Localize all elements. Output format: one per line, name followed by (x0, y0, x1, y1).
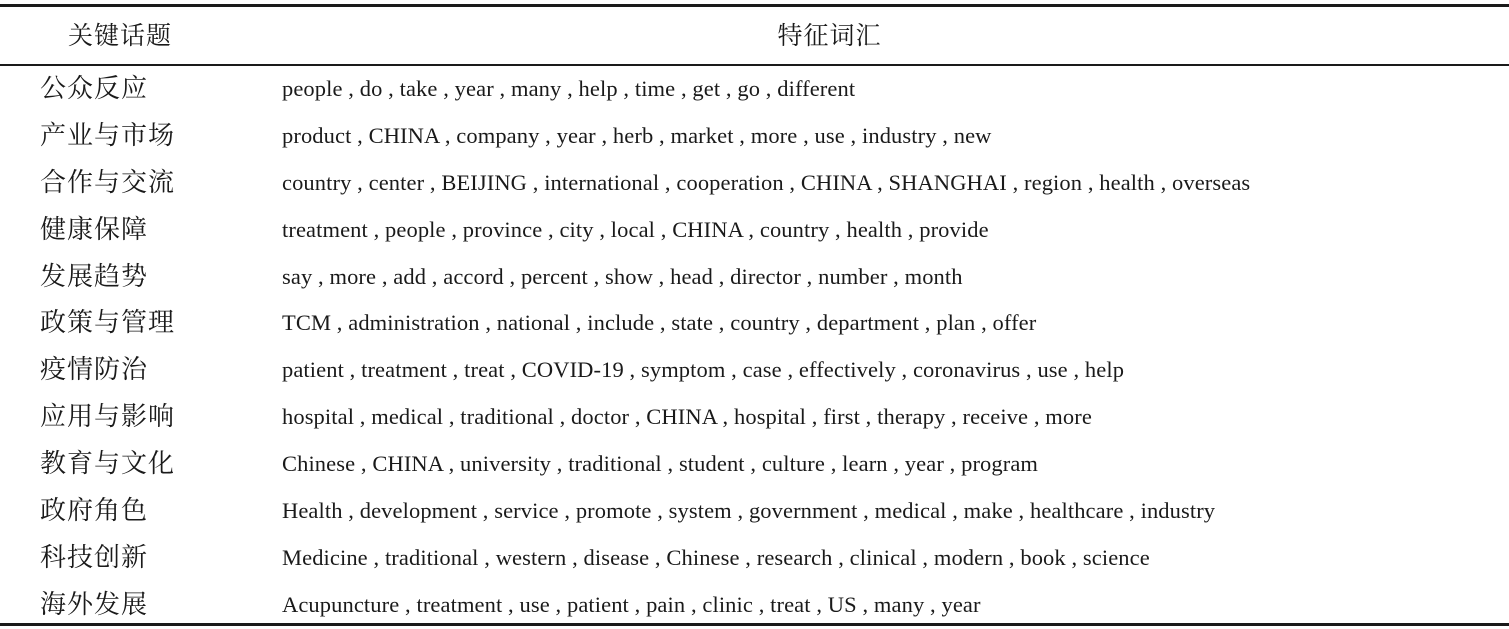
row-words: hospital , medical , traditional , doctor , CHINA , hospital , first , therapy , receive , more (282, 404, 1092, 430)
row-words: TCM , administration , national , include , state , country , department , plan , offer (282, 310, 1037, 336)
table-row (0, 207, 1509, 254)
row-topic: 政策与管理 (40, 308, 176, 339)
table-row (0, 488, 1509, 535)
table-bottom-rule (0, 623, 1509, 626)
table-row (0, 347, 1509, 394)
row-words: Chinese , CHINA , university , traditional , student , culture , learn , year , program (282, 451, 1039, 477)
row-words: treatment , people , province , city , local , CHINA , country , health , provide (282, 216, 989, 242)
table-header-row (0, 7, 1509, 64)
table-row (0, 394, 1509, 441)
row-words: Health , development , service , promote , system , government , medical , make , healthcare , industry (282, 498, 1216, 524)
table-row (0, 66, 1509, 113)
table-row (0, 160, 1509, 207)
row-topic: 健康保障 (40, 214, 149, 245)
row-words: say , more , add , accord , percent , show , head , director , number , month (282, 263, 963, 289)
table-row (0, 441, 1509, 488)
table-row (0, 254, 1509, 301)
row-words: patient , treatment , treat , COVID-19 , symptom , case , effectively , coronavirus , use , help (282, 357, 1125, 383)
table-row (0, 535, 1509, 582)
row-topic: 合作与交流 (40, 167, 176, 198)
row-topic: 海外发展 (40, 589, 149, 620)
row-topic: 科技创新 (40, 542, 149, 573)
header-topic: 关键话题 (68, 21, 173, 50)
row-words: Acupuncture , treatment , use , patient , pain , clinic , treat , US , many , year (282, 591, 981, 617)
row-words: country , center , BEIJING , international , cooperation , CHINA , SHANGHAI , region , health , overseas (282, 169, 1251, 195)
row-words: people , do , take , year , many , help , time , get , go , different (282, 76, 856, 101)
header-words: 特征词汇 (777, 21, 882, 50)
row-topic: 发展趋势 (40, 261, 149, 292)
row-topic: 公众反应 (40, 74, 149, 104)
row-topic: 疫情防治 (40, 355, 149, 386)
table-row (0, 113, 1509, 160)
row-topic: 政府角色 (40, 496, 149, 527)
row-topic: 教育与文化 (40, 449, 176, 480)
table-row (0, 582, 1509, 629)
row-topic: 应用与影响 (40, 402, 176, 433)
row-words: Medicine , traditional , western , disease , Chinese , research , clinical , modern , book , science (282, 544, 1150, 570)
table-row (0, 300, 1509, 347)
row-words: product , CHINA , company , year , herb , market , more , use , industry , new (282, 122, 992, 148)
row-topic: 产业与市场 (40, 120, 176, 151)
table-body (0, 66, 1509, 629)
